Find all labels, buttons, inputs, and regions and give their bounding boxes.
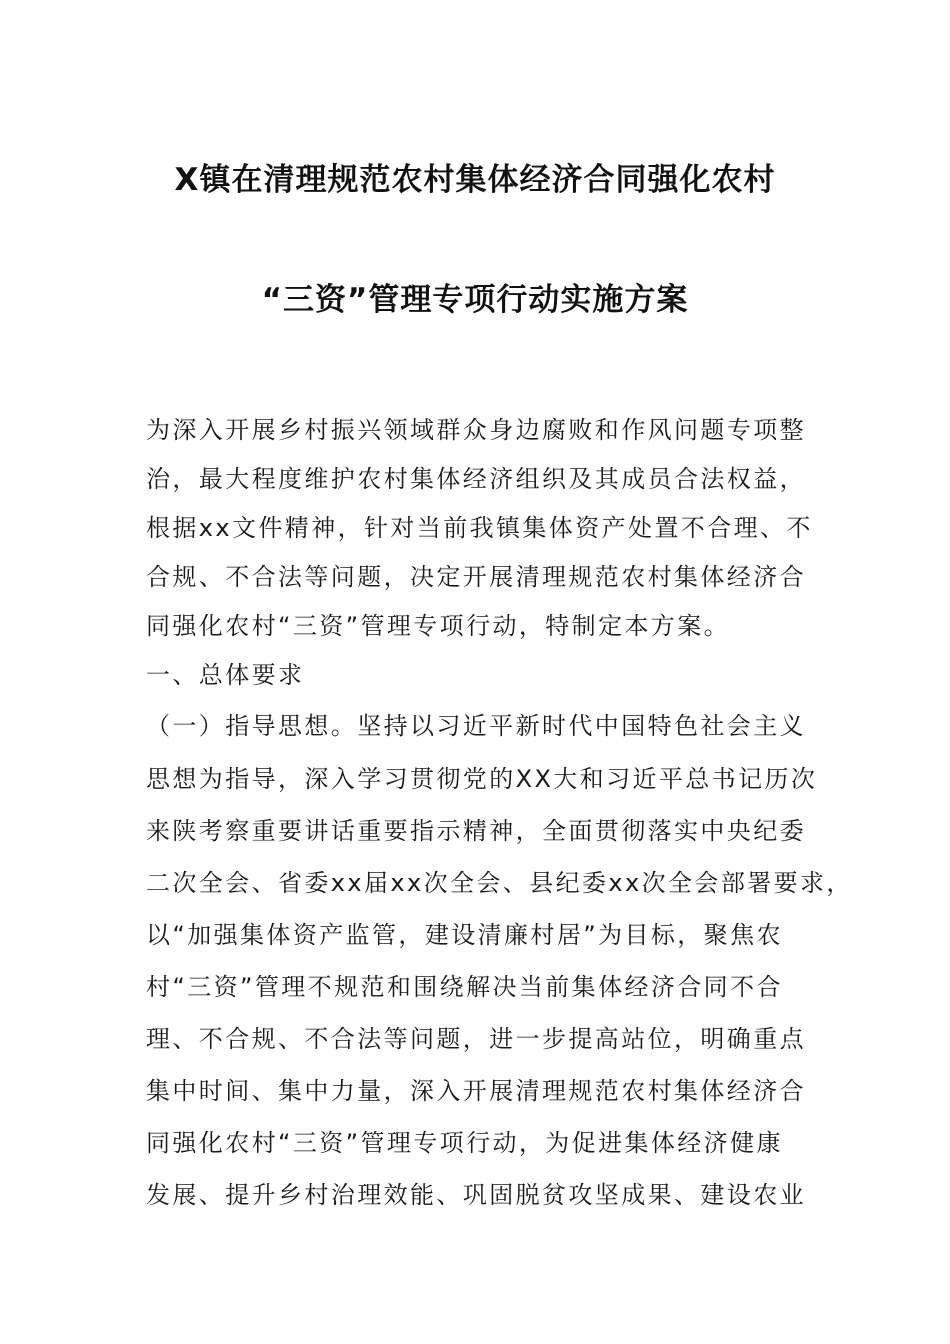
body-line: 治，最大程度维护农村集体经济组织及其成员合法权益， [146,465,806,493]
document-title-line-1: X镇在清理规范农村集体经济合同强化农村 [174,162,776,198]
body-line: 合规、不合法等问题，决定开展清理规范农村集体经济合 [146,563,806,591]
body-line: 思想为指导，深入学习贯彻党的XX大和习近平总书记历次 [146,765,818,793]
body-line: 理、不合规、不合法等问题，进一步提高站位，明确重点 [146,1025,806,1053]
body-line: 发展、提升乡村治理效能、巩固脱贫攻坚成果、建设农业 [146,1181,806,1209]
body-line: 根据xx文件精神，针对当前我镇集体资产处置不合理、不 [146,514,813,542]
section-heading: 一、总体要求 [146,661,305,689]
body-line: 来陕考察重要讲话重要指示精神，全面贯彻落实中央纪委 [146,817,806,845]
body-line: （一）指导思想。坚持以习近平新时代中国特色社会主义 [146,712,806,740]
body-line: 集中时间、集中力量，深入开展清理规范农村集体经济合 [146,1077,806,1105]
document-title-line-2: “三资”管理专项行动实施方案 [261,282,689,318]
body-line: 同强化农村“三资”管理专项行动，特制定本方案。 [146,612,731,640]
body-line: 以“加强集体资产监管，建设清廉村居”为目标，聚焦农 [146,921,783,949]
body-line: 二次全会、省委xx届xx次全会、县纪委xx次全会部署要求， [146,869,853,897]
body-line: 同强化农村“三资”管理专项行动，为促进集体经济健康 [146,1129,783,1157]
body-line: 村“三资”管理不规范和围绕解决当前集体经济合同不合 [146,973,783,1001]
body-line: 为深入开展乡村振兴领域群众身边腐败和作风问题专项整 [146,416,806,444]
